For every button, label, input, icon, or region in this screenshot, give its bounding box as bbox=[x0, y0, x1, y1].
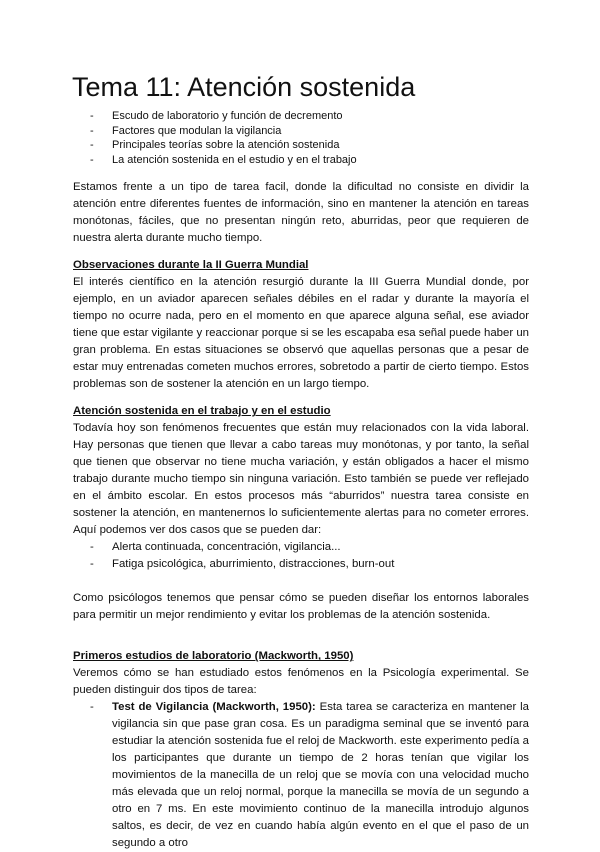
list-item: - Fatiga psicológica, aburrimiento, distracciones, burn-out bbox=[90, 556, 529, 573]
task-list bbox=[73, 699, 529, 852]
page-title: Tema 11: Atención sostenida bbox=[72, 72, 416, 102]
list-item: - La atención sostenida en el estudio y en el trabajo bbox=[90, 153, 529, 168]
paragraph: El interés científico en la atención resurgió durante la III Guerra Mundial donde, por ejemplo, en un aviador aparecen señales débiles en el radar y durante la mayoría el tiempo no ocurre nada, pero en el momento en que aparece alguna señal, ese aviador tiene que estar vigilante y reaccionar porque si se les escapaba esa señal puede haber un gran problema. En estas situaciones se observó que aquellas personas que a pesar de estar muy entrenadas cometen muchos errores, sobretodo a partir de cierto tiempo. Estos problemas son de sostener la atención en un largo tiempo. bbox=[73, 276, 529, 391]
section-work-study bbox=[73, 403, 529, 624]
list-item: - Alerta continuada, concentración, vigilancia... bbox=[90, 539, 529, 556]
item-text: Esta tarea se caracteriza en mantener la vigilancia sin que pase gran cosa. Es un paradigma seminal que se inventó para estudiar la atención sostenida fue el reloj de Mackworth. este experimento pedía a los participantes que durante un tiempo de 2 horas tenían que vigilar los movimientos de la manecilla de un reloj que se movía con una velocidad mucho más elevada que un reloj normal, porque la manecilla se movía de un segundo a otro en 7 ms. En este movimiento continuo de la manecilla introdujo algunos saltos, es decir, de vez en cuando había algún evento en el que el paso de un segundo a otro bbox=[112, 701, 529, 850]
list-item: - Factores que modulan la vigilancia bbox=[90, 124, 529, 139]
list-item: - Escudo de laboratorio y función de decremento bbox=[90, 109, 529, 124]
list-item bbox=[90, 699, 529, 852]
section-heading: Primeros estudios de laboratorio (Mackworth, 1950) bbox=[73, 650, 354, 663]
list-item: - Principales teorías sobre la atención sostenida bbox=[90, 138, 529, 153]
section-wwii bbox=[73, 257, 529, 393]
section-heading: Atención sostenida en el trabajo y en el estudio bbox=[73, 405, 331, 418]
cases-list bbox=[73, 539, 529, 573]
paragraph: Veremos cómo se han estudiado estos fenómenos en la Psicología experimental. Se pueden distinguir dos tipos de tarea: bbox=[73, 667, 529, 697]
paragraph: Todavía hoy son fenómenos frecuentes que están muy relacionados con la vida laboral. Hay personas que tienen que llevar a cabo tareas muy monótonas, y por tanto, la señal que tienen que observar no tiene mucha variación, y están obligados a hacer el mismo trabajo durante mucho tiempo sin ninguna variación. Esto también se puede ver reflejado en el ámbito escolar. En estos procesos más “aburridos” nuestra tarea consiste en sostener la atención, en mantenernos lo suficientemente alertas para no cometer errores. Aquí podemos ver dos casos que se pueden dar: bbox=[73, 422, 529, 537]
section-lab-studies bbox=[73, 648, 529, 852]
intro-paragraph: Estamos frente a un tipo de tarea facil, donde la dificultad no consiste en dividir la atención entre diferentes fuentes de información, sino en mantener la atención en tareas monótonas, fáciles, que no presentan ningún reto, aburridas, peor que requieren de nuestra alerta durante mucho tiempo. bbox=[73, 181, 529, 245]
section-heading: Observaciones durante la II Guerra Mundial bbox=[73, 259, 309, 272]
paragraph: Como psicólogos tenemos que pensar cómo se pueden diseñar los entornos laborales para permitir un mejor rendimiento y evitar los problemas de la atención sostenida. bbox=[73, 592, 529, 622]
item-title: Test de Vigilancia (Mackworth, 1950): bbox=[112, 701, 316, 714]
topics-list bbox=[90, 109, 529, 167]
